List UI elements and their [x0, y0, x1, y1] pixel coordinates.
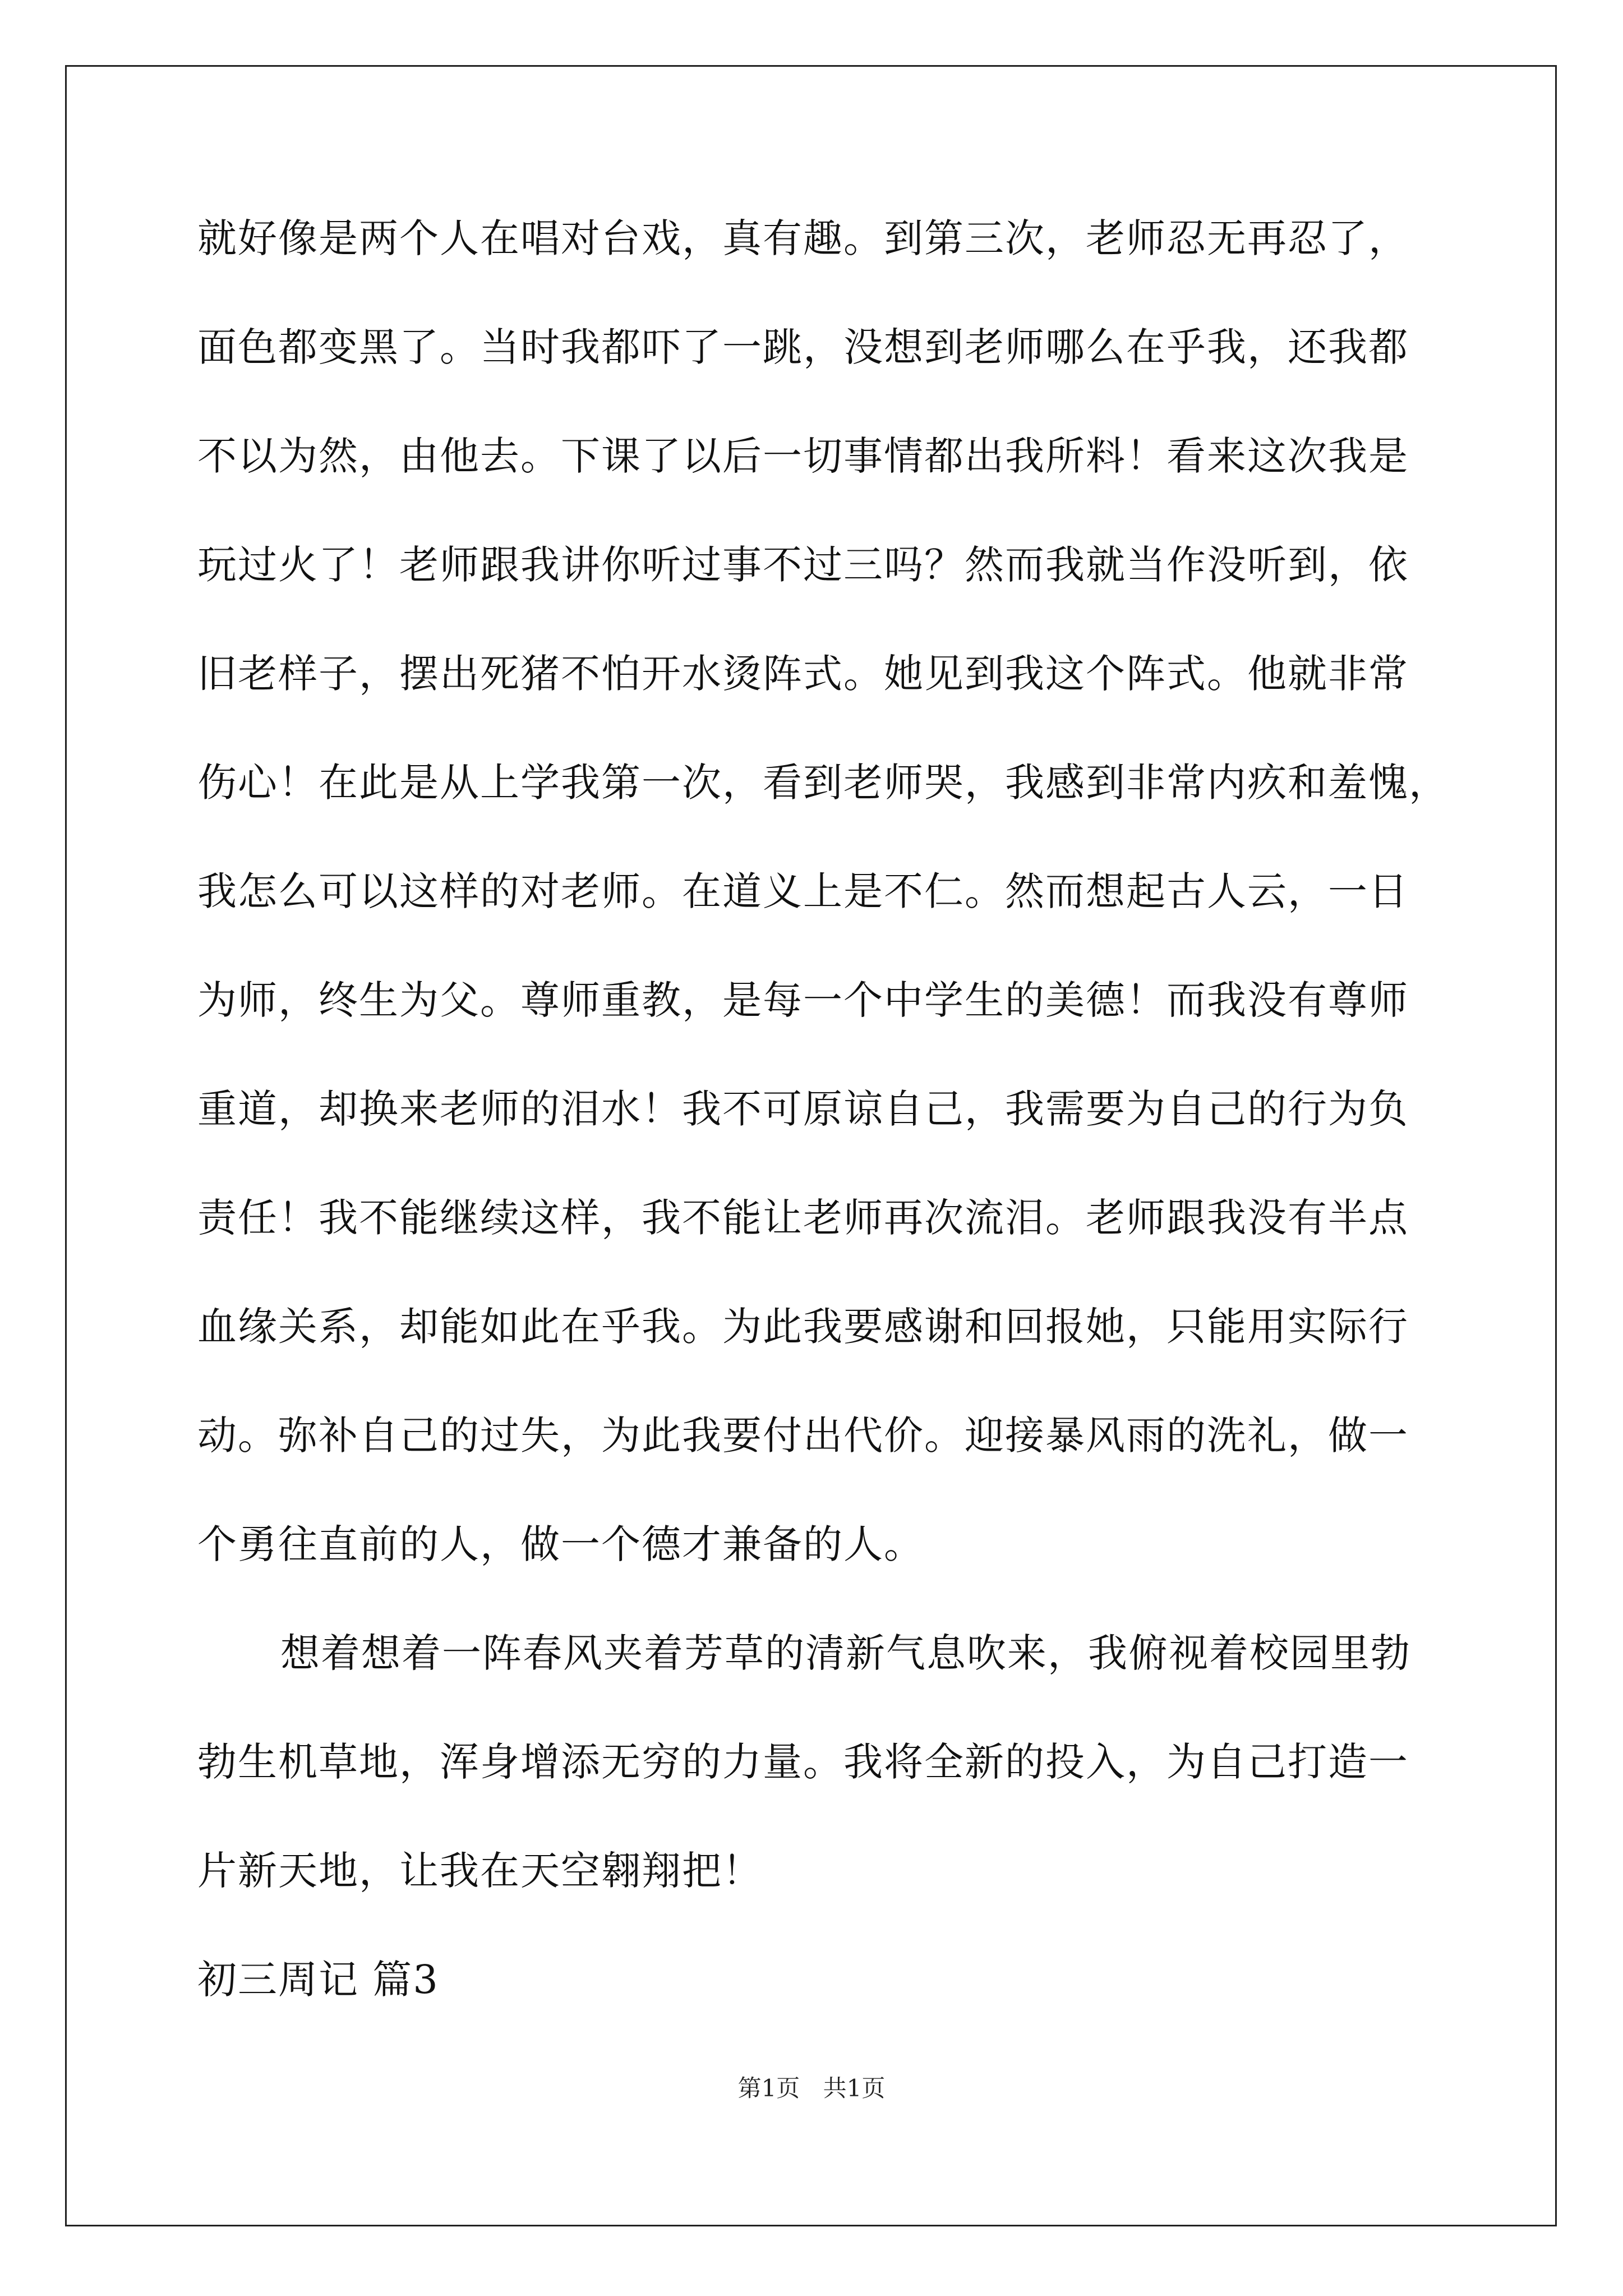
text-line: 片新天地，让我在天空翱翔把！ [197, 1848, 763, 1894]
text-line: 不以为然，由他去。下课了以后一切事情都出我所料！看来这次我是 [197, 433, 1409, 479]
paragraph-1 [197, 215, 1449, 1567]
text-line: 责任！我不能继续这样，我不能让老师再次流泪。老师跟我没有半点 [197, 1195, 1409, 1241]
section-heading: 初三周记 篇3 [197, 1957, 439, 2003]
document-body [197, 215, 1449, 2003]
text-line: 我怎么可以这样的对老师。在道义上是不仁。然而想起古人云，一日 [197, 868, 1409, 914]
page-footer [0, 2074, 1623, 2102]
text-line: 玩过火了！老师跟我讲你听过事不过三吗？然而我就当作没听到，依 [197, 542, 1409, 588]
text-line: 伤心！在此是从上学我第一次，看到老师哭，我感到非常内疚和羞愧， [197, 760, 1449, 806]
text-line: 个勇往直前的人，做一个德才兼备的人。 [197, 1521, 924, 1567]
text-line: 为师，终生为父。尊师重教，是每一个中学生的美德！而我没有尊师 [197, 977, 1409, 1023]
page-number-total: 共1页 [823, 2074, 886, 2102]
text-line: 想着想着一阵春风夹着芳草的清新气息吹来，我俯视着校园里勃 [280, 1630, 1411, 1676]
page-number-current: 第1页 [737, 2074, 800, 2102]
text-line: 旧老样子，摆出死猪不怕开水烫阵式。她见到我这个阵式。他就非常 [197, 651, 1409, 697]
text-line: 动。弥补自己的过失，为此我要付出代价。迎接暴风雨的洗礼，做一 [197, 1412, 1409, 1458]
text-line: 重道，却换来老师的泪水！我不可原谅自己，我需要为自己的行为负 [197, 1086, 1409, 1132]
paragraph-2 [197, 1630, 1431, 1894]
text-line: 勃生机草地，浑身增添无穷的力量。我将全新的投入，为自己打造一 [197, 1739, 1409, 1785]
text-line: 血缘关系，却能如此在乎我。为此我要感谢和回报她，只能用实际行 [197, 1304, 1409, 1350]
text-line: 就好像是两个人在唱对台戏，真有趣。到第三次，老师忍无再忍了， [197, 215, 1409, 261]
text-line: 面色都变黑了。当时我都吓了一跳，没想到老师哪么在乎我，还我都 [197, 324, 1409, 370]
